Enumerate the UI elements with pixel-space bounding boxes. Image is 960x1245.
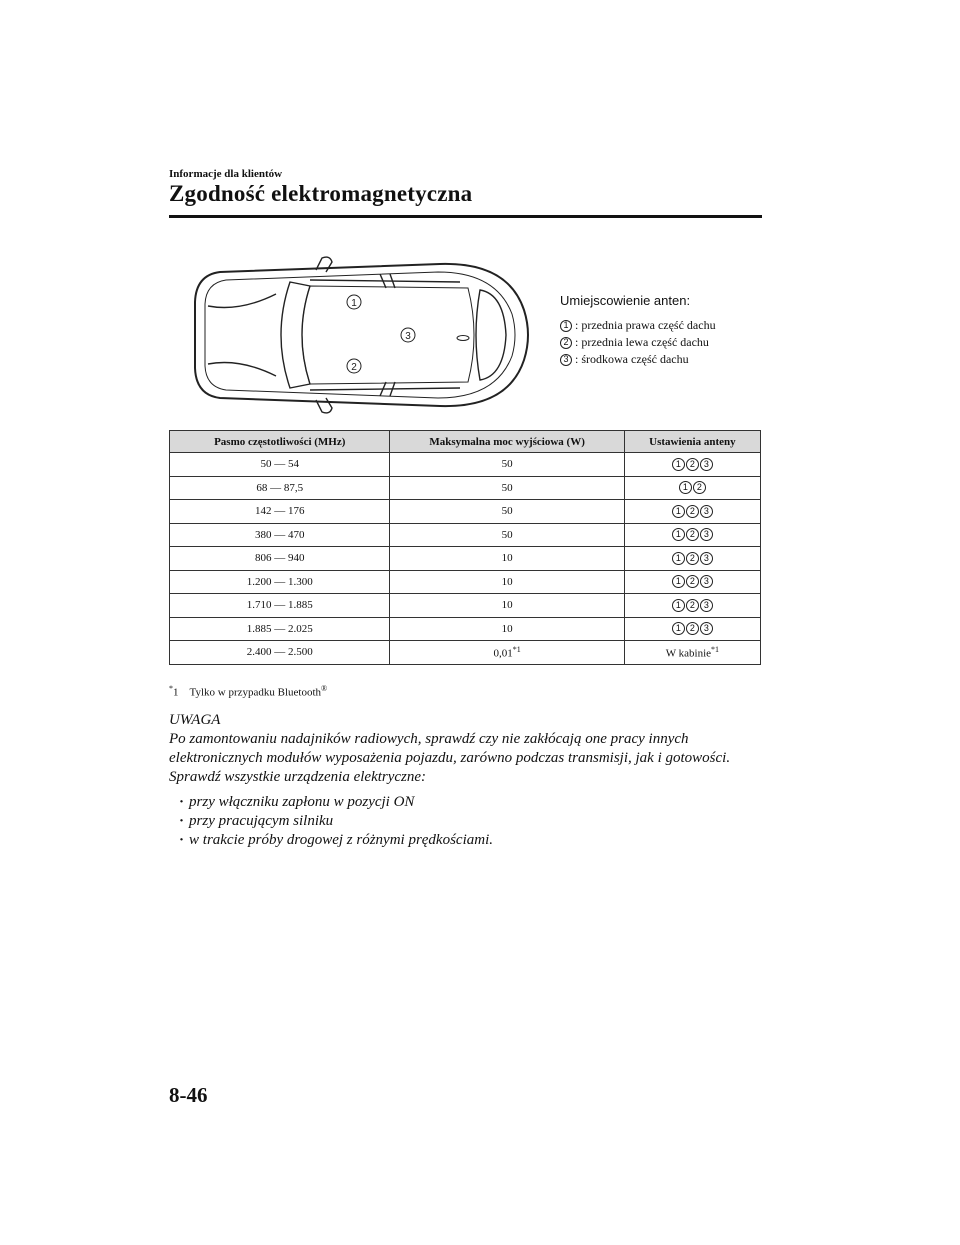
power-cell: 10 [390,570,624,594]
band-cell: 50 ― 54 [170,453,390,477]
circled-number-icon: 3 [560,354,572,366]
footnote-ref: *1 [711,644,720,654]
table-row [170,570,761,594]
circled-number-icon: 2 [686,599,699,612]
antenna-set [672,505,713,518]
circled-number-icon: 1 [672,458,685,471]
circled-number-icon: 1 [672,599,685,612]
circled-number-icon: 2 [686,622,699,635]
table-body [170,453,761,665]
power-cell: 50 [390,500,624,524]
band-value: 2.400 ― 2.500 [246,646,313,659]
table-row [170,500,761,524]
section-label: Informacje dla klientów [169,168,283,180]
circled-number-icon: 1 [672,528,685,541]
note-bullet-list [169,793,769,850]
column-header-band: Pasmo częstotliwości (MHz) [170,431,390,453]
power-cell: 50 [390,523,624,547]
legend-item-text: : przednia lewa część dachu [575,335,709,349]
antenna-cell [624,547,760,571]
footnote-text: Tylko w przypadku Bluetooth [189,686,322,699]
antenna-set [672,622,713,635]
svg-text:2: 2 [351,362,357,373]
circled-number-icon: 2 [560,337,572,349]
power-cell: 50 [390,453,624,477]
legend-item [560,334,716,351]
antenna-set [672,599,713,612]
circled-number-icon: 1 [560,320,572,332]
circled-number-icon: 3 [700,622,713,635]
antenna-cell [624,476,760,500]
circled-number-icon: 2 [686,458,699,471]
table-row [170,523,761,547]
antenna-cell [624,617,760,641]
registered-mark: ® [321,684,328,693]
circled-number-icon: 3 [700,505,713,518]
page-number: 8-46 [169,1083,208,1107]
band-cell: 1.710 ― 1.885 [170,594,390,618]
table-row [170,453,761,477]
antenna-location-legend [560,293,716,368]
antenna-set [672,552,713,565]
circled-number-icon: 2 [693,481,706,494]
band-cell: 806 ― 940 [170,547,390,571]
circled-number-icon: 1 [672,505,685,518]
circled-number-icon: 1 [672,552,685,565]
circled-number-icon: 3 [700,575,713,588]
table-row [170,476,761,500]
table-row [170,594,761,618]
table-header-row [170,431,761,453]
antenna-text: W kabinie [665,647,712,660]
footnote-number: 1 [173,686,179,699]
antenna-cell [624,523,760,547]
frequency-table [169,430,761,665]
footnote-mark: * [169,684,173,693]
legend-item-text: : przednia prawa część dachu [575,318,716,332]
power-cell: 50 [390,476,624,500]
table-row [170,547,761,571]
power-cell: 10 [390,617,624,641]
list-item: · przy włączniku zapłonu w pozycji ON [179,793,769,812]
note-body: Po zamontowaniu nadajników radiowych, sprawdź czy nie zakłócają one pracy innych elektronicznych modułów wyposażenia pojazdu, zarówno podczas transmisji, jak i gotowości. [169,731,731,766]
note-section [169,711,769,850]
circled-number-icon: 3 [700,528,713,541]
circled-number-icon: 1 [679,481,692,494]
list-item: · przy pracującym silniku [179,812,769,831]
band-cell: 1.885 ― 2.025 [170,617,390,641]
circled-number-icon: 2 [686,552,699,565]
circled-number-icon: 3 [700,552,713,565]
note-heading: UWAGA [169,712,221,728]
svg-text:3: 3 [405,331,411,342]
antenna-set [672,528,713,541]
antenna-set [679,481,706,494]
svg-text:1: 1 [351,298,357,309]
antenna-marker-1 [347,295,361,309]
antenna-cell [624,594,760,618]
antenna-set [672,575,713,588]
band-cell: 380 ― 470 [170,523,390,547]
antenna-cell [624,641,760,665]
circled-number-icon: 1 [672,622,685,635]
antenna-set [672,458,713,471]
column-header-power: Maksymalna moc wyjściowa (W) [390,431,624,453]
footnote-ref: *1 [512,644,521,654]
table-row [170,617,761,641]
band-cell [170,641,390,665]
power-value: 0,01 [493,647,513,660]
power-cell [390,641,624,665]
antenna-cell [624,570,760,594]
legend-item [560,351,716,368]
note-check-intro: Sprawdź wszystkie urządzenia elektryczne: [169,769,427,785]
legend-item [560,317,716,334]
antenna-marker-2 [347,359,361,373]
list-item: · w trakcie próby drogowej z różnymi prędkościami. [179,831,769,850]
power-cell: 10 [390,547,624,571]
circled-number-icon: 2 [686,575,699,588]
circled-number-icon: 3 [700,599,713,612]
circled-number-icon: 3 [700,458,713,471]
footnote [169,684,327,699]
car-top-view-illustration [190,250,535,420]
antenna-marker-3 [401,328,415,342]
antenna-cell [624,500,760,524]
legend-item-text: : środkowa część dachu [575,352,689,366]
table-row-last [170,641,761,665]
power-cell: 10 [390,594,624,618]
circled-number-icon: 2 [686,528,699,541]
column-header-antenna: Ustawienia anteny [624,431,760,453]
band-cell: 142 ― 176 [170,500,390,524]
circled-number-icon: 2 [686,505,699,518]
page-title: Zgodność elektromagnetyczna [169,181,473,206]
circled-number-icon: 1 [672,575,685,588]
band-cell: 68 ― 87,5 [170,476,390,500]
title-divider [169,215,762,218]
band-cell: 1.200 ― 1.300 [170,570,390,594]
antenna-cell [624,453,760,477]
legend-title: Umiejscowienie anten: [560,293,691,308]
